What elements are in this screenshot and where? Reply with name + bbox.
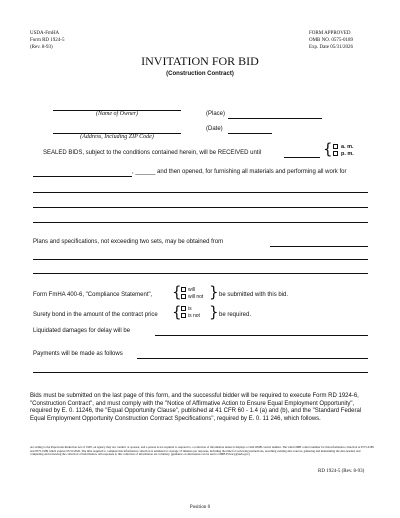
bid-requirements-paragraph: Bids must be submitted on the last page of this form, and the successful bidder will be required to execute Form RD 1924-6, "Construction Contract", and must comply with the "Notice of Affirmative Action to Ensure Equal Employment Opportunity", required by E. 0. 11246, the "Equal Opportunity Clause", published at 41 CFR 60 - 1.4 (a) and (b), and the "Standard Federal Equal Employment Opportunity Construction Contract Specifications", required by E. 0. 11 246, which follows. — [30, 393, 362, 422]
liquidated-damages-line[interactable] — [155, 335, 368, 336]
owner-name-caption: (Name of Owner) — [96, 111, 138, 117]
sealed-bids-text: SEALED BIDS, subject to the conditions contained herein, will be RECEIVED until — [43, 150, 262, 156]
date-label: (Date) — [206, 126, 223, 132]
omb-number: OMB NO. 0575-0189 — [309, 38, 354, 43]
left-brace-icon: { — [172, 283, 182, 301]
left-brace-icon: { — [323, 140, 333, 158]
footer-form-number: RD 1924-5 (Rev. 8-93) — [318, 469, 365, 474]
page-subtitle: (Construction Contract) — [166, 71, 234, 77]
left-brace-icon: { — [172, 303, 182, 321]
place-label: (Place) — [206, 111, 226, 117]
expiration-date: Exp. Date 05/31/2026 — [309, 45, 354, 50]
agency-label: USDA-FmHA — [30, 31, 60, 36]
work-description-line-2[interactable] — [33, 207, 368, 208]
paperwork-reduction-notice: According to the Paperwork Reduction Act of 1995, an agency may not conduct or sponsor, and a person is not required to respond to, a collection of information unless it displays a valid OMB control number. The valid OMB control number for this information collection is 0575-0189 and 0575-0189 which expires 05/31/2026. The time required to complete this information collection is estimated to average 15 minutes per response, including the time for reviewing instructions, searching existing data sources, gathering and maintaining the data needed, and completing and reviewing the collection of information. All responses to this collection of information are voluntary. (guidance on disclosures can be sent to OMB Privacy@usda.gov) — [30, 445, 374, 457]
page-title: INVITATION FOR BID — [141, 54, 259, 68]
bid-time-line[interactable] — [284, 157, 320, 158]
liquidated-damages-text: Liquidated damages for delay will be — [33, 328, 131, 334]
date-line[interactable] — [228, 133, 272, 134]
is-label: is — [188, 306, 192, 312]
plans-line-2[interactable] — [33, 259, 368, 260]
is-checkbox[interactable] — [181, 306, 186, 311]
am-checkbox[interactable] — [333, 144, 338, 149]
surety-bond-suffix: be required. — [219, 312, 252, 318]
will-label: will — [188, 287, 195, 293]
payments-line-1[interactable] — [137, 358, 368, 359]
am-label: a. m. — [341, 144, 354, 150]
plans-line-3[interactable] — [33, 273, 368, 274]
bid-date-line[interactable] — [33, 176, 132, 177]
will-checkbox[interactable] — [181, 287, 186, 292]
right-brace-icon: } — [209, 283, 219, 301]
is-not-label: is not — [188, 313, 200, 319]
fmha-statement-text: Form FmHA 400-6, "Compliance Statement", — [33, 292, 153, 298]
will-not-checkbox[interactable] — [181, 294, 186, 299]
work-description-line-1[interactable] — [33, 192, 368, 193]
payments-line-2[interactable] — [33, 372, 368, 373]
place-line[interactable] — [228, 118, 322, 119]
work-description-line-3[interactable] — [33, 222, 368, 223]
form-revision: (Rev. 8-93) — [30, 45, 53, 50]
form-approved: FORM APPROVED — [309, 31, 351, 36]
fmha-statement-suffix: be submitted with this bid. — [219, 292, 289, 298]
owner-address-caption: (Address, Including ZIP Code) — [80, 134, 154, 140]
surety-bond-text: Surety bond in the amount of the contract price — [33, 312, 158, 318]
form-number: Form RD 1924-5 — [30, 38, 65, 43]
plans-source-line[interactable] — [270, 246, 368, 247]
position-label: Position 6 — [189, 505, 211, 510]
right-brace-icon: } — [209, 303, 219, 321]
will-not-label: will not — [188, 294, 204, 300]
opened-text: , ______ and then opened, for furnishing all materials and performing all work for — [132, 169, 347, 175]
pm-checkbox[interactable] — [333, 151, 338, 156]
plans-text: Plans and specifications, not exceeding two sets, may be obtained from — [33, 239, 224, 245]
is-not-checkbox[interactable] — [181, 313, 186, 318]
payments-text: Payments will be made as follows — [33, 351, 123, 357]
pm-label: p. m. — [341, 151, 354, 157]
